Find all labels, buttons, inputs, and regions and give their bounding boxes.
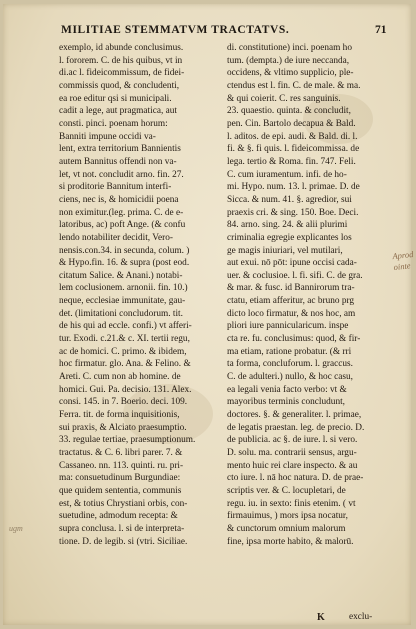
text-line: cto iure. l. nā hoc natura. D. de prae- [227,473,364,484]
text-line: cadit a lege, aut pragmatica, aut [59,106,177,117]
text-line: 23. quaestio. quinta. & concludit, [227,106,351,117]
text-line: doctores. §. & generaliter. l. primae, [227,410,362,421]
left-text-column [59,42,217,548]
text-line: cta re. fu. conclusimus: quod, & fir- [227,334,361,345]
text-line: ge magis iniuriari, vel mutilari, [227,245,343,256]
text-line: fine, ipsa morte habito, & malorū. [227,536,354,547]
running-title: MILITIAE STEMMATVM TRACTATVS. [61,24,290,36]
text-line: tione. D. de legib. si (vtri. Siciliae. [59,536,188,547]
text-line: lega. tertio & Roma. fin. 747. Feli. [227,156,356,167]
text-line: lent, extra territorium Bannientis [59,144,181,155]
text-line: scriptis ver. & C. locupletari, de [227,485,346,496]
text-line: lendo notabiliter decidit, Vero- [59,232,173,243]
text-line: tum. (dempta.) de iure neccanda, [227,55,350,66]
text-line: ea roe editur qsi si municipali. [59,93,172,104]
text-line: suetudine, admodum recepta: & [59,511,178,522]
text-line: pen. Cin. Bartolo decapua & Bald. [227,118,356,129]
text-line: est, & totius Chrystiani orbis, con- [59,498,188,509]
text-line: ma etiam, ratione probatur. (& rri [227,346,352,357]
text-line: di. constitutione) inci. poenam ho [227,43,352,53]
catchword: exclu- [349,612,373,622]
text-line: consti. pinci. poenam horum: [59,118,168,129]
text-line: 33. regulae tertiae, praesumptionum. [59,435,196,446]
text-line: tractatus. & C. 6. libri parer. 7. & [59,448,183,458]
text-line: ciens, nec is, & homicidii poena [59,194,179,205]
text-line: uer. & coclusioe. l. fi. sifi. C. de gra. [227,270,363,281]
text-line: l. aditos. de epi. audi. & Bald. di. l. [227,131,358,142]
margin-note-line: ointe [393,260,412,273]
text-line: supra conclusa. l. si de interpreta- [59,523,185,534]
text-line: neque, ecclesiae immunitate, gau- [59,296,186,307]
text-line: firmauimus, ) mors ipsa nocatur, [227,511,348,522]
text-line: ta forma, concluforum. l. graccus. [227,359,353,370]
text-line: & Hypo.fin. 16. & supra (post eod. [59,258,190,269]
text-line: mento huic rei clare inspecto. & au [227,460,358,471]
text-line: Areti. C. cum non ab homine. de [59,372,181,383]
text-line: & qui coierit. C. res sanguinis. [227,93,341,104]
text-line: autem Bannitus offendi non va- [59,156,177,167]
text-line: D. solu. ma. contrarii sensus, argu- [227,448,357,458]
text-line: l. fororem. C. de his quibus, vt in [59,55,183,66]
text-line: regu. iu. in sexto: finis etenim. ( vt [227,498,356,509]
text-line: Cassaneo. nn. 113. quinti. ru. pri- [59,460,184,471]
signature-mark: K [317,612,325,623]
text-line: consi. 145. in 7. Boerio. deci. 109. [59,397,188,408]
text-line: & cunctorum omnium malorum [227,523,346,534]
text-line: exemplo, id abunde conclusimus. [59,43,184,53]
book-page [3,4,414,625]
text-line: ea legali venia facto verbo: vt & [227,384,347,395]
text-line: di.ac l. fideicommissum, de fidei- [59,68,185,79]
text-line: det. (limitationi concludorum. tit. [59,308,183,319]
text-line: aut exui. nō pōt: ipune occisi cada- [227,258,357,269]
text-line: homici. Gui. Pa. decisio. 131. Alex. [59,384,192,395]
text-line: let, vt not. concludit arno. fin. 27. [59,169,184,180]
text-line: non eximitur.(leg. prima. C. de e- [59,207,184,218]
text-line: mayoribus terminis concludunt, [227,397,345,408]
margin-note-line: Aprod [391,248,414,262]
text-line: C. cum iuramentum. infi. de ho- [227,169,347,180]
text-line: sui praxis, & Alciato praesumptio. [59,422,187,433]
text-line: de legatis praestan. leg. de precio. D. [227,422,365,433]
text-line: praexis cri. & sing. 150. Boe. Deci. [227,207,359,218]
text-line: fi. & §. fi quis. l. fideicommissa. de [227,144,360,155]
text-line: pliori iure pannicularicum. inspe [227,321,349,332]
text-line: ctendus est l. fin. C. de male. & ma. [227,80,361,91]
text-line: lem coclusionem. arnonii. fin. 10.) [59,283,188,294]
text-line: Sicca. & num. 41. §. agredior, sui [227,194,352,205]
text-line: C. de adulteri.) nullo, & hoc casu, [227,372,353,383]
text-line: si proditorie Bannitum interfi- [59,182,172,193]
text-line: occidens, & vltimo supplicio, ple- [227,68,354,79]
text-line: Banniti impune occidi va- [59,131,156,142]
text-line: tur. Exodi. c.21.& c. XI. tertii regu, [59,334,190,345]
text-line: ac de homici. C. primo. & ibidem, [59,346,187,357]
text-line: de his qui ad eccle. confi.) vt afferi- [59,321,192,332]
right-text-column [227,42,385,548]
text-line: mi. Hypo. num. 13. l. primae. D. de [227,182,360,193]
text-line: & mar. & fusc. id Bannirorum tra- [227,283,355,294]
marginal-annotation [392,249,415,273]
text-line: dicto loco firmatur, & nos hoc, am [227,308,356,319]
text-line: nensis.con.34. in secunda, colum. ) [59,245,190,256]
left-margin-ink: ugm [9,524,23,533]
text-line: citatum Salice. & Anani.) notabi- [59,270,183,281]
text-line: hoc firmatur. glo. Ana. & Felino. & [59,359,191,370]
text-line: criminalia egregie explicantes los [227,232,352,243]
text-line: 84. arno. sing. 24. & alii plurimi [227,220,348,231]
text-line: ctatu, etiam afferitur, ac bruno prg [227,296,355,307]
text-line: commissis quod, & concludenti, [59,80,180,91]
text-line: de publicia. ac §. de iure. l. si vero. [227,435,358,446]
text-line: ma: consuetudinum Burgundiae: [59,473,181,484]
text-line: latoribus, ac) poft Ange. (& confu [59,220,186,231]
text-line: Ferra. tit. de forma inquisitionis, [59,410,180,421]
text-line: que quidem sententia, communis [59,485,182,496]
page-number: 71 [375,24,387,36]
